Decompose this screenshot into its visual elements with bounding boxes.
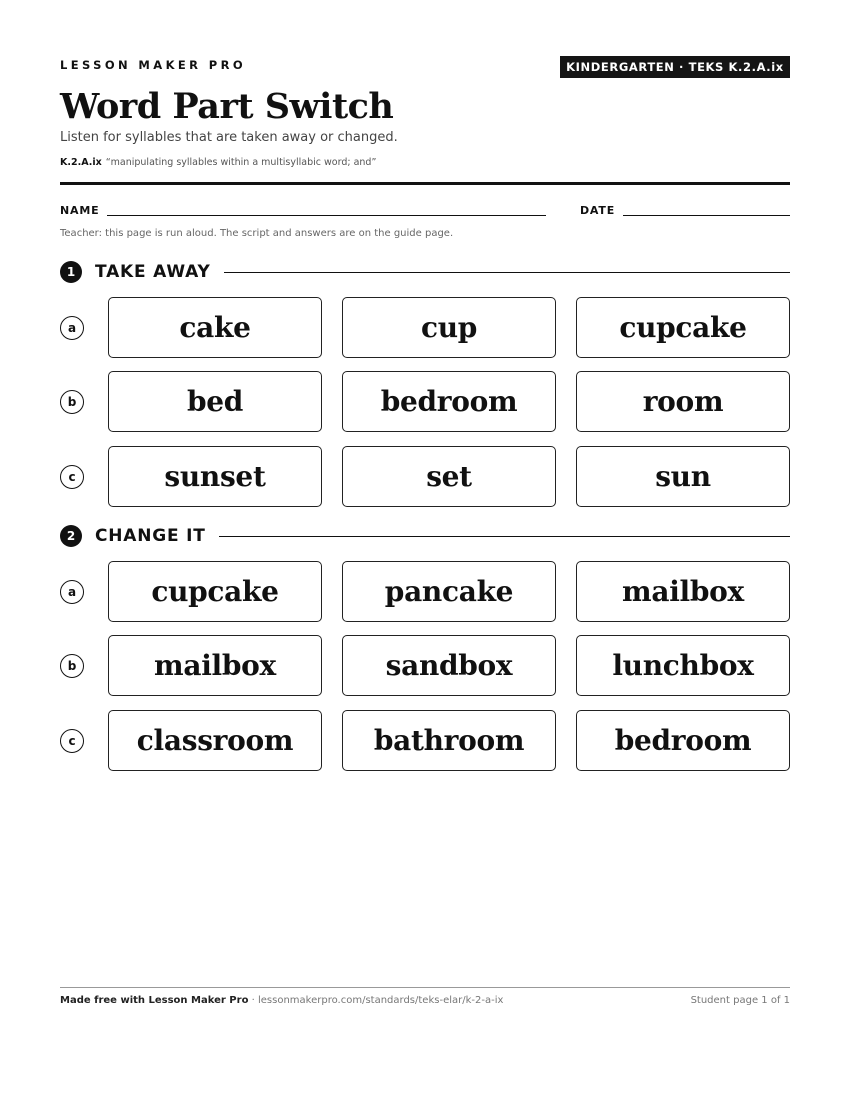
- section-take-away: [60, 261, 790, 283]
- standard-line: [60, 157, 376, 168]
- exercise-row: [60, 297, 790, 359]
- word-card: mailbox: [576, 561, 790, 622]
- word-card: sun: [576, 446, 790, 507]
- word-card: sandbox: [342, 635, 556, 696]
- footer-made-with: Made free with Lesson Maker Pro: [60, 995, 249, 1006]
- word-card: bedroom: [576, 710, 790, 771]
- exercise-row: [60, 710, 790, 772]
- row-letter-badge: b: [60, 390, 84, 414]
- row-letter-badge: c: [60, 729, 84, 753]
- standard-code: K.2.A.ix: [60, 157, 102, 168]
- footer-separator: ·: [248, 995, 258, 1006]
- footer-page-number: Student page 1 of 1: [690, 995, 790, 1006]
- word-card: pancake: [342, 561, 556, 622]
- exercise-row: [60, 561, 790, 623]
- date-write-line[interactable]: [623, 215, 790, 216]
- section-number-badge: 1: [60, 261, 82, 283]
- header-divider: [60, 182, 790, 185]
- word-card: set: [342, 446, 556, 507]
- name-label: NAME: [60, 204, 100, 217]
- row-letter-badge: c: [60, 465, 84, 489]
- word-card: mailbox: [108, 635, 322, 696]
- section-title: CHANGE IT: [95, 526, 206, 546]
- word-card: room: [576, 371, 790, 432]
- word-card: cake: [108, 297, 322, 358]
- word-card: bed: [108, 371, 322, 432]
- footer-credit: [60, 995, 503, 1006]
- footer-url-link[interactable]: lessonmakerpro.com/standards/teks-elar/k-2-a-ix: [257, 995, 504, 1006]
- brand-name: LESSON MAKER PRO: [60, 58, 247, 72]
- word-card: sunset: [108, 446, 322, 507]
- row-letter-badge: a: [60, 316, 84, 340]
- teacher-note: Teacher: this page is run aloud. The script and answers are on the guide page.: [60, 228, 454, 239]
- section-number-badge: 2: [60, 525, 82, 547]
- name-write-line[interactable]: [107, 215, 546, 216]
- word-card: classroom: [108, 710, 322, 771]
- page-subtitle: Listen for syllables that are taken away or changed.: [60, 130, 398, 145]
- word-card: cupcake: [108, 561, 322, 622]
- word-card: bathroom: [342, 710, 556, 771]
- section-rule: [219, 536, 790, 537]
- row-letter-badge: a: [60, 580, 84, 604]
- word-card: cup: [342, 297, 556, 358]
- word-card: lunchbox: [576, 635, 790, 696]
- section-title: TAKE AWAY: [95, 262, 211, 282]
- exercise-row: [60, 446, 790, 508]
- row-letter-badge: b: [60, 654, 84, 678]
- standard-text: “manipulating syllables within a multisyllabic word; and”: [105, 157, 377, 168]
- exercise-row: [60, 371, 790, 433]
- word-card: cupcake: [576, 297, 790, 358]
- section-rule: [224, 272, 790, 273]
- word-card: bedroom: [342, 371, 556, 432]
- footer-divider: [60, 987, 790, 988]
- exercise-row: [60, 635, 790, 697]
- date-label: DATE: [580, 204, 616, 217]
- section-change-it: [60, 525, 790, 547]
- grade-standard-badge: KINDERGARTEN · TEKS K.2.A.ix: [560, 56, 790, 78]
- page-title: Word Part Switch: [60, 86, 394, 127]
